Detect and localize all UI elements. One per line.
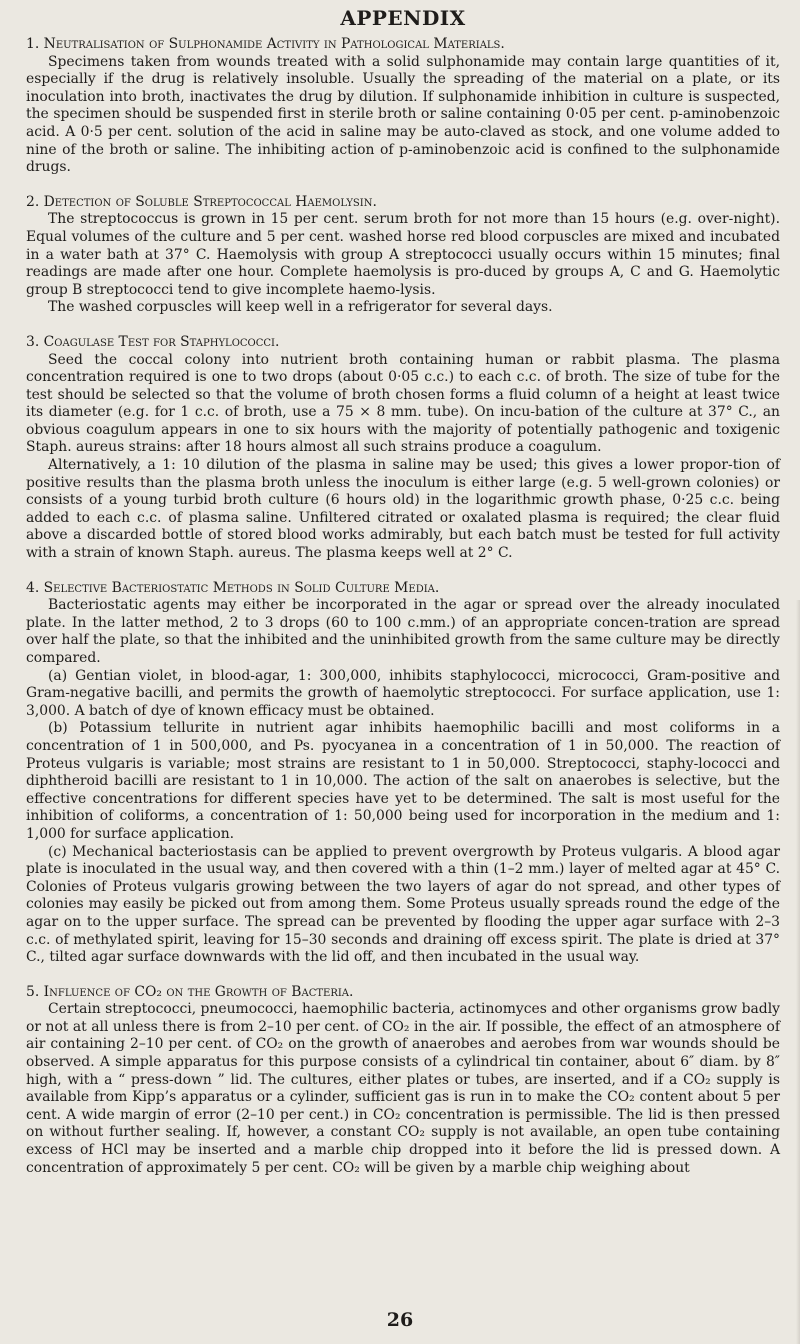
section-heading: 4. Selective Bacteriostatic Methods in Solid Culture Media. [26,579,440,596]
paragraph: The streptococcus is grown in 15 per cent. serum broth for not more than 15 hours (e.g. over-night). Equal volumes of the culture and 5 per cent. washed horse red blood corpuscles are mixed and incubated in a water bath at 37° C. Haemolysis with group A streptococci usually occurs within 15 minutes; final readings are made after one hour. Complete haemolysis is pro-duced by groups A, C and G. Haemolytic group B streptococci tend to give incomplete haemo-lysis. [26,211,780,298]
page-edge-shadow [796,600,800,1344]
paragraph: Alternatively, a 1: 10 dilution of the plasma in saline may be used; this gives a lower propor-tion of positive results than the plasma broth unless the inoculum is either large (e.g. 5 well-grown colonies) or consists of a young turbid broth culture (6 hours old) in the logarithmic growth phase, 0·25 c.c. being added to each c.c. of plasma saline. Unfiltered citrated or oxalated plasma is required; the clear fluid above a discarded bottle of stored blood works admirably, but each batch must be tested for full activity with a strain of known Staph. aureus. The plasma keeps well at 2° C. [26,457,780,562]
paragraph: The washed corpuscles will keep well in a refrigerator for several days. [48,299,553,316]
paragraph: (a) Gentian violet, in blood-agar, 1: 300,000, inhibits staphylococci, micrococci, Gram-positive and Gram-negative bacilli, and permits the growth of haemolytic streptococci. For surface application, use 1: 3,000. A batch of dye of known efficacy must be obtained. [26,667,780,719]
section-sulphonamide-neutralisation [26,36,780,177]
section-heading: 2. Detection of Soluble Streptococcal Haemolysin. [26,193,377,210]
section-heading: 1. Neutralisation of Sulphonamide Activity in Pathological Materials. [26,36,505,52]
section-co2-influence [26,984,780,1178]
paragraph: Certain streptococci, pneumococci, haemophilic bacteria, actinomyces and other organisms grow badly or not at all unless there is from 2–10 per cent. of CO₂ in the air. If possible, the effect of an atmosphere of air containing 2–10 per cent. of CO₂ on the growth of anaerobes and aerobes from war wounds should be observed. A simple apparatus for this purpose consists of a cylindrical tin container, about 6″ diam. by 8″ high, with a “ press-down ” lid. The cultures, either plates or tubes, are inserted, and if a CO₂ supply is available from Kipp’s apparatus or a cylinder, sufficient gas is run in to make the CO₂ content about 5 per cent. A wide margin of error (2–10 per cent.) in CO₂ concentration is permissible. The lid is then pressed on without further sealing. If, however, a constant CO₂ supply is not available, an open tube containing excess of HCl may be inserted and a marble chip dropped into it before the lid is pressed down. A concentration of approximately 5 per cent. CO₂ will be given by a marble chip weighing about [26,1001,780,1176]
paragraph: (c) Mechanical bacteriostasis can be applied to prevent overgrowth by Proteus vulgaris. A blood agar plate is inoculated in the usual way, and then covered with a thin (1–2 mm.) layer of melted agar at 45° C. Colonies of Proteus vulgaris growing between the two layers of agar do not spread, and other types of colonies may easily be picked out from among them. Some Proteus usually spreads round the edge of the agar on to the upper surface. The spread can be prevented by flooding the upper agar surface with 2–3 c.c. of methylated spirit, leaving for 15–30 seconds and draining off excess spirit. The plate is dried at 37° C., tilted agar surface downwards with the lid off, and then incubated in the usual way. [26,843,780,966]
paragraph: Specimens taken from wounds treated with a solid sulphonamide may contain large quantities of it, especially if the drug is relatively insoluble. Usually the spreading of the material on a plate, or its inoculation into broth, inactivates the drug by dilution. If sulphonamide inhibition in culture is suspected, the specimen should be suspended first in sterile broth or saline containing 0·05 per cent. p-aminobenzoic acid. A 0·5 per cent. solution of the acid in saline may be auto-claved as stock, and one volume added to nine of the broth or saline. The inhibiting action of p-aminobenzoic acid is confined to the sulphonamide drugs. [26,53,780,176]
section-heading: 5. Influence of CO₂ on the Growth of Bacteria. [26,983,354,1000]
paragraph: Seed the coccal colony into nutrient broth containing human or rabbit plasma. The plasma concentration required is one to two drops (about 0·05 c.c.) to each c.c. of broth. The size of tube for the test should be selected so that the volume of broth chosen forms a fluid column of a height at least twice its diameter (e.g. for 1 c.c. of broth, use a 75 × 8 mm. tube). On incu-bation of the culture at 37° C., an obvious coagulum appears in one to six hours with the majority of potentially pathogenic and toxigenic Staph. aureus strains: after 18 hours almost all such strains produce a coagulum. [26,351,780,456]
paragraph: (b) Potassium tellurite in nutrient agar inhibits haemophilic bacilli and most coliforms in a concentration of 1 in 500,000, and Ps. pyocyanea in a concentration of 1 in 50,000. The reaction of Proteus vulgaris is variable; most strains are resistant to 1 in 50,000. Streptococci, staphy-lococci and diphtheroid bacilli are resistant to 1 in 10,000. The action of the salt on anaerobes is selective, but the effective concentrations for different species have yet to be determined. The salt is most useful for the inhibition of coliforms, a concentration of 1: 50,000 being used for incorporation in the medium and 1: 1,000 for surface application. [26,720,780,842]
section-heading: 3. Coagulase Test for Staphylococci. [26,333,280,350]
section-coagulase-test [26,334,780,563]
paragraph: Bacteriostatic agents may either be incorporated in the agar or spread over the already inoculated plate. In the latter method, 2 to 3 drops (60 to 100 c.mm.) of an appropriate concen-tration are spread over half the plate, so that the inhibited and the uninhibited growth from the same culture may be directly compared. [26,597,780,666]
page-title: APPENDIX [340,6,466,30]
page-number: 26 [386,1309,414,1331]
section-bacteriostatic-methods [26,580,780,967]
section-streptococcal-haemolysin [26,194,780,317]
